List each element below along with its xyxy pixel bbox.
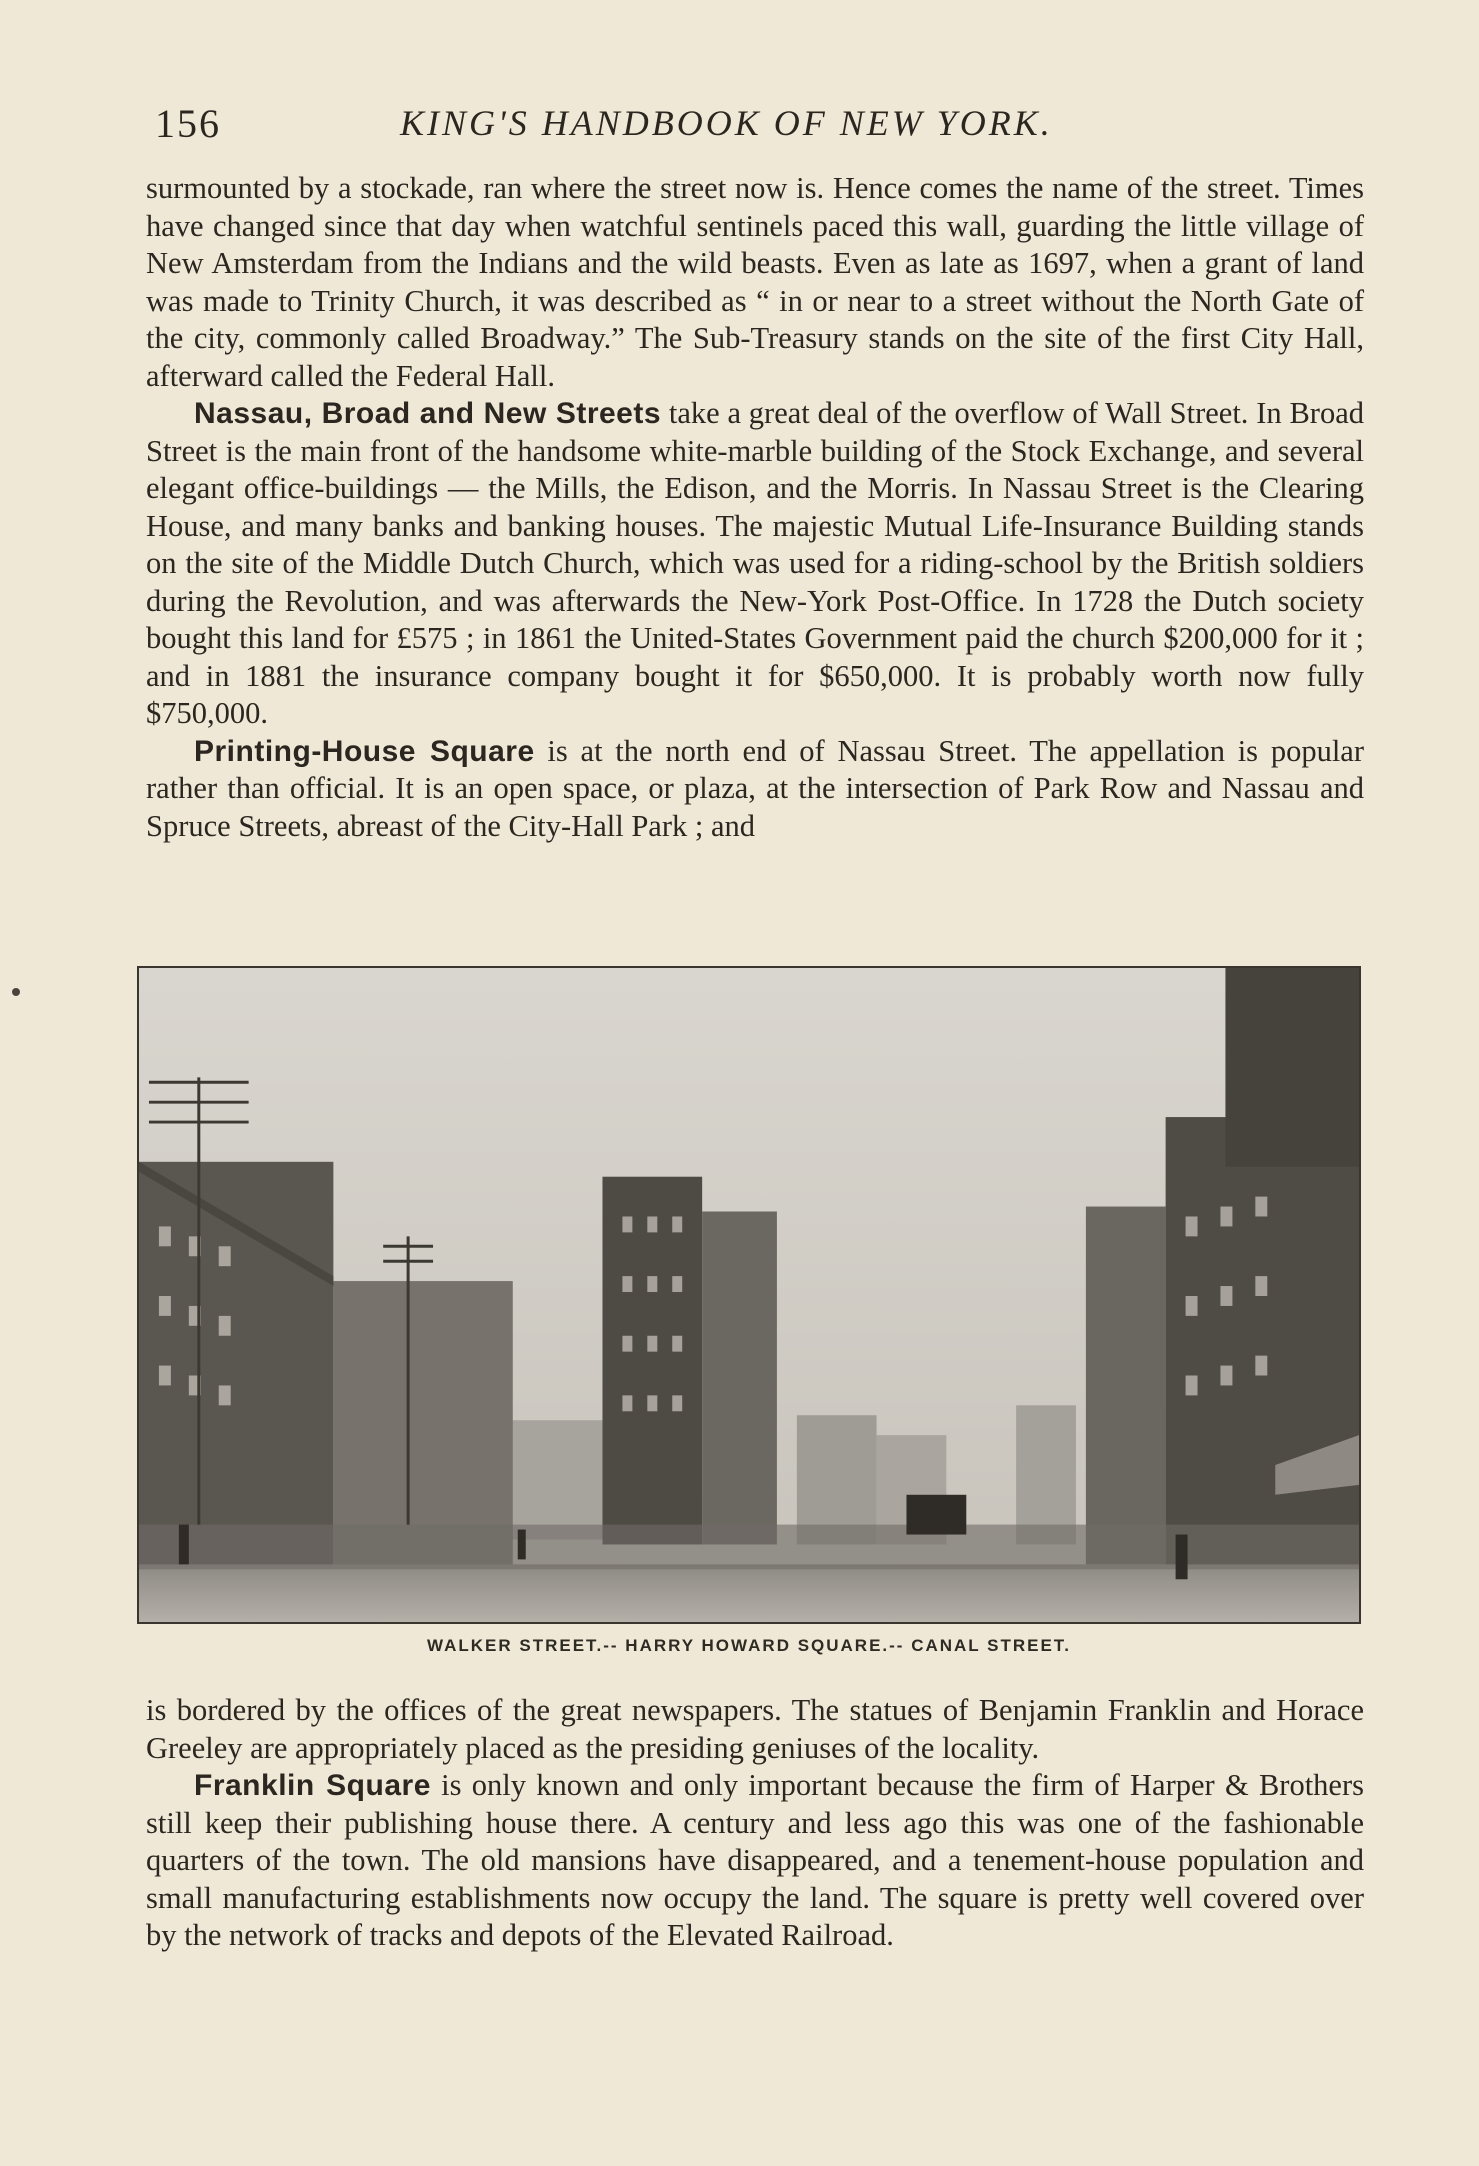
paragraph-printing-house-square xyxy=(146,733,1364,846)
paragraph-text: surmounted by a stockade, ran where the street now is. Hence comes the name of the street. Times have changed since that day when watchful sentinels paced this wall, guarding the little village of New Amsterdam from the Indians and the wild beasts. Even as late as 1697, when a grant of land was made to Trinity Church, it was described as “ in or near to a street without the North Gate of the city, commonly called Broadway.” The Sub-Treasury stands on the site of the first City Hall, afterward called the Federal Hall. xyxy=(146,171,1364,393)
text-block-top xyxy=(146,170,1364,845)
paragraph-newspapers xyxy=(146,1692,1364,1767)
print-speck xyxy=(12,988,20,996)
section-heading: Printing-House Square xyxy=(194,734,535,768)
page-number: 156 xyxy=(155,101,221,146)
paragraph-franklin-square xyxy=(146,1767,1364,1955)
paragraph-wall-street xyxy=(146,170,1364,395)
text-block-bottom xyxy=(146,1692,1364,1955)
page-header xyxy=(150,100,1370,152)
section-heading: Nassau, Broad and New Streets xyxy=(194,397,662,430)
street-photograph-illustration xyxy=(139,968,1359,1622)
paragraph-text: is bordered by the offices of the great newspapers. The statues of Benjamin Franklin and Horace Greeley are appropriately placed as the presiding geniuses of the locality. xyxy=(146,1693,1364,1765)
paragraph-text: is at the north end of Nassau Street. The appellation is popular rather than official. It is an open space, or plaza, at the intersection of Park Row and Nassau and Spruce Streets, abreast of the City-Hall Park ; and xyxy=(146,733,1364,843)
paragraph-text: is only known and only important because the firm of Harper & Brothers still keep their publishing house there. A century and less ago this was one of the fashionable quarters of the town. The old mansions have disappeared, and a tenement-house population and small manufacturing establishments now occupy the land. The square is pretty well covered over by the network of tracks and depots of the Elevated Railroad. xyxy=(146,1768,1364,1952)
paragraph-nassau-broad-new xyxy=(146,395,1364,733)
running-title: KING'S HANDBOOK OF NEW YORK. xyxy=(400,103,1053,143)
street-photograph xyxy=(137,966,1361,1624)
paragraph-text: take a great deal of the overflow of Wall Street. In Broad Street is the main front of the handsome white-marble building of the Stock Exchange, and several elegant office-buildings — the Mills, the Edison, and the Morris. In Nassau Street is the Clearing House, and many banks and banking houses. The majestic Mutual Life-Insurance Building stands on the site of the Middle Dutch Church, which was used for a riding-school by the British soldiers during the Revolution, and was afterwards the New-York Post-Office. In 1728 the Dutch society bought this land for £575 ; in 1861 the United-States Government paid the church $200,000 for it ; and in 1881 the insurance company bought it for $650,000. It is probably worth now fully $750,000. xyxy=(146,396,1364,730)
figure-caption: WALKER STREET.-- HARRY HOWARD SQUARE.-- CANAL STREET. xyxy=(426,1636,1072,1655)
section-heading: Franklin Square xyxy=(194,1769,431,1802)
